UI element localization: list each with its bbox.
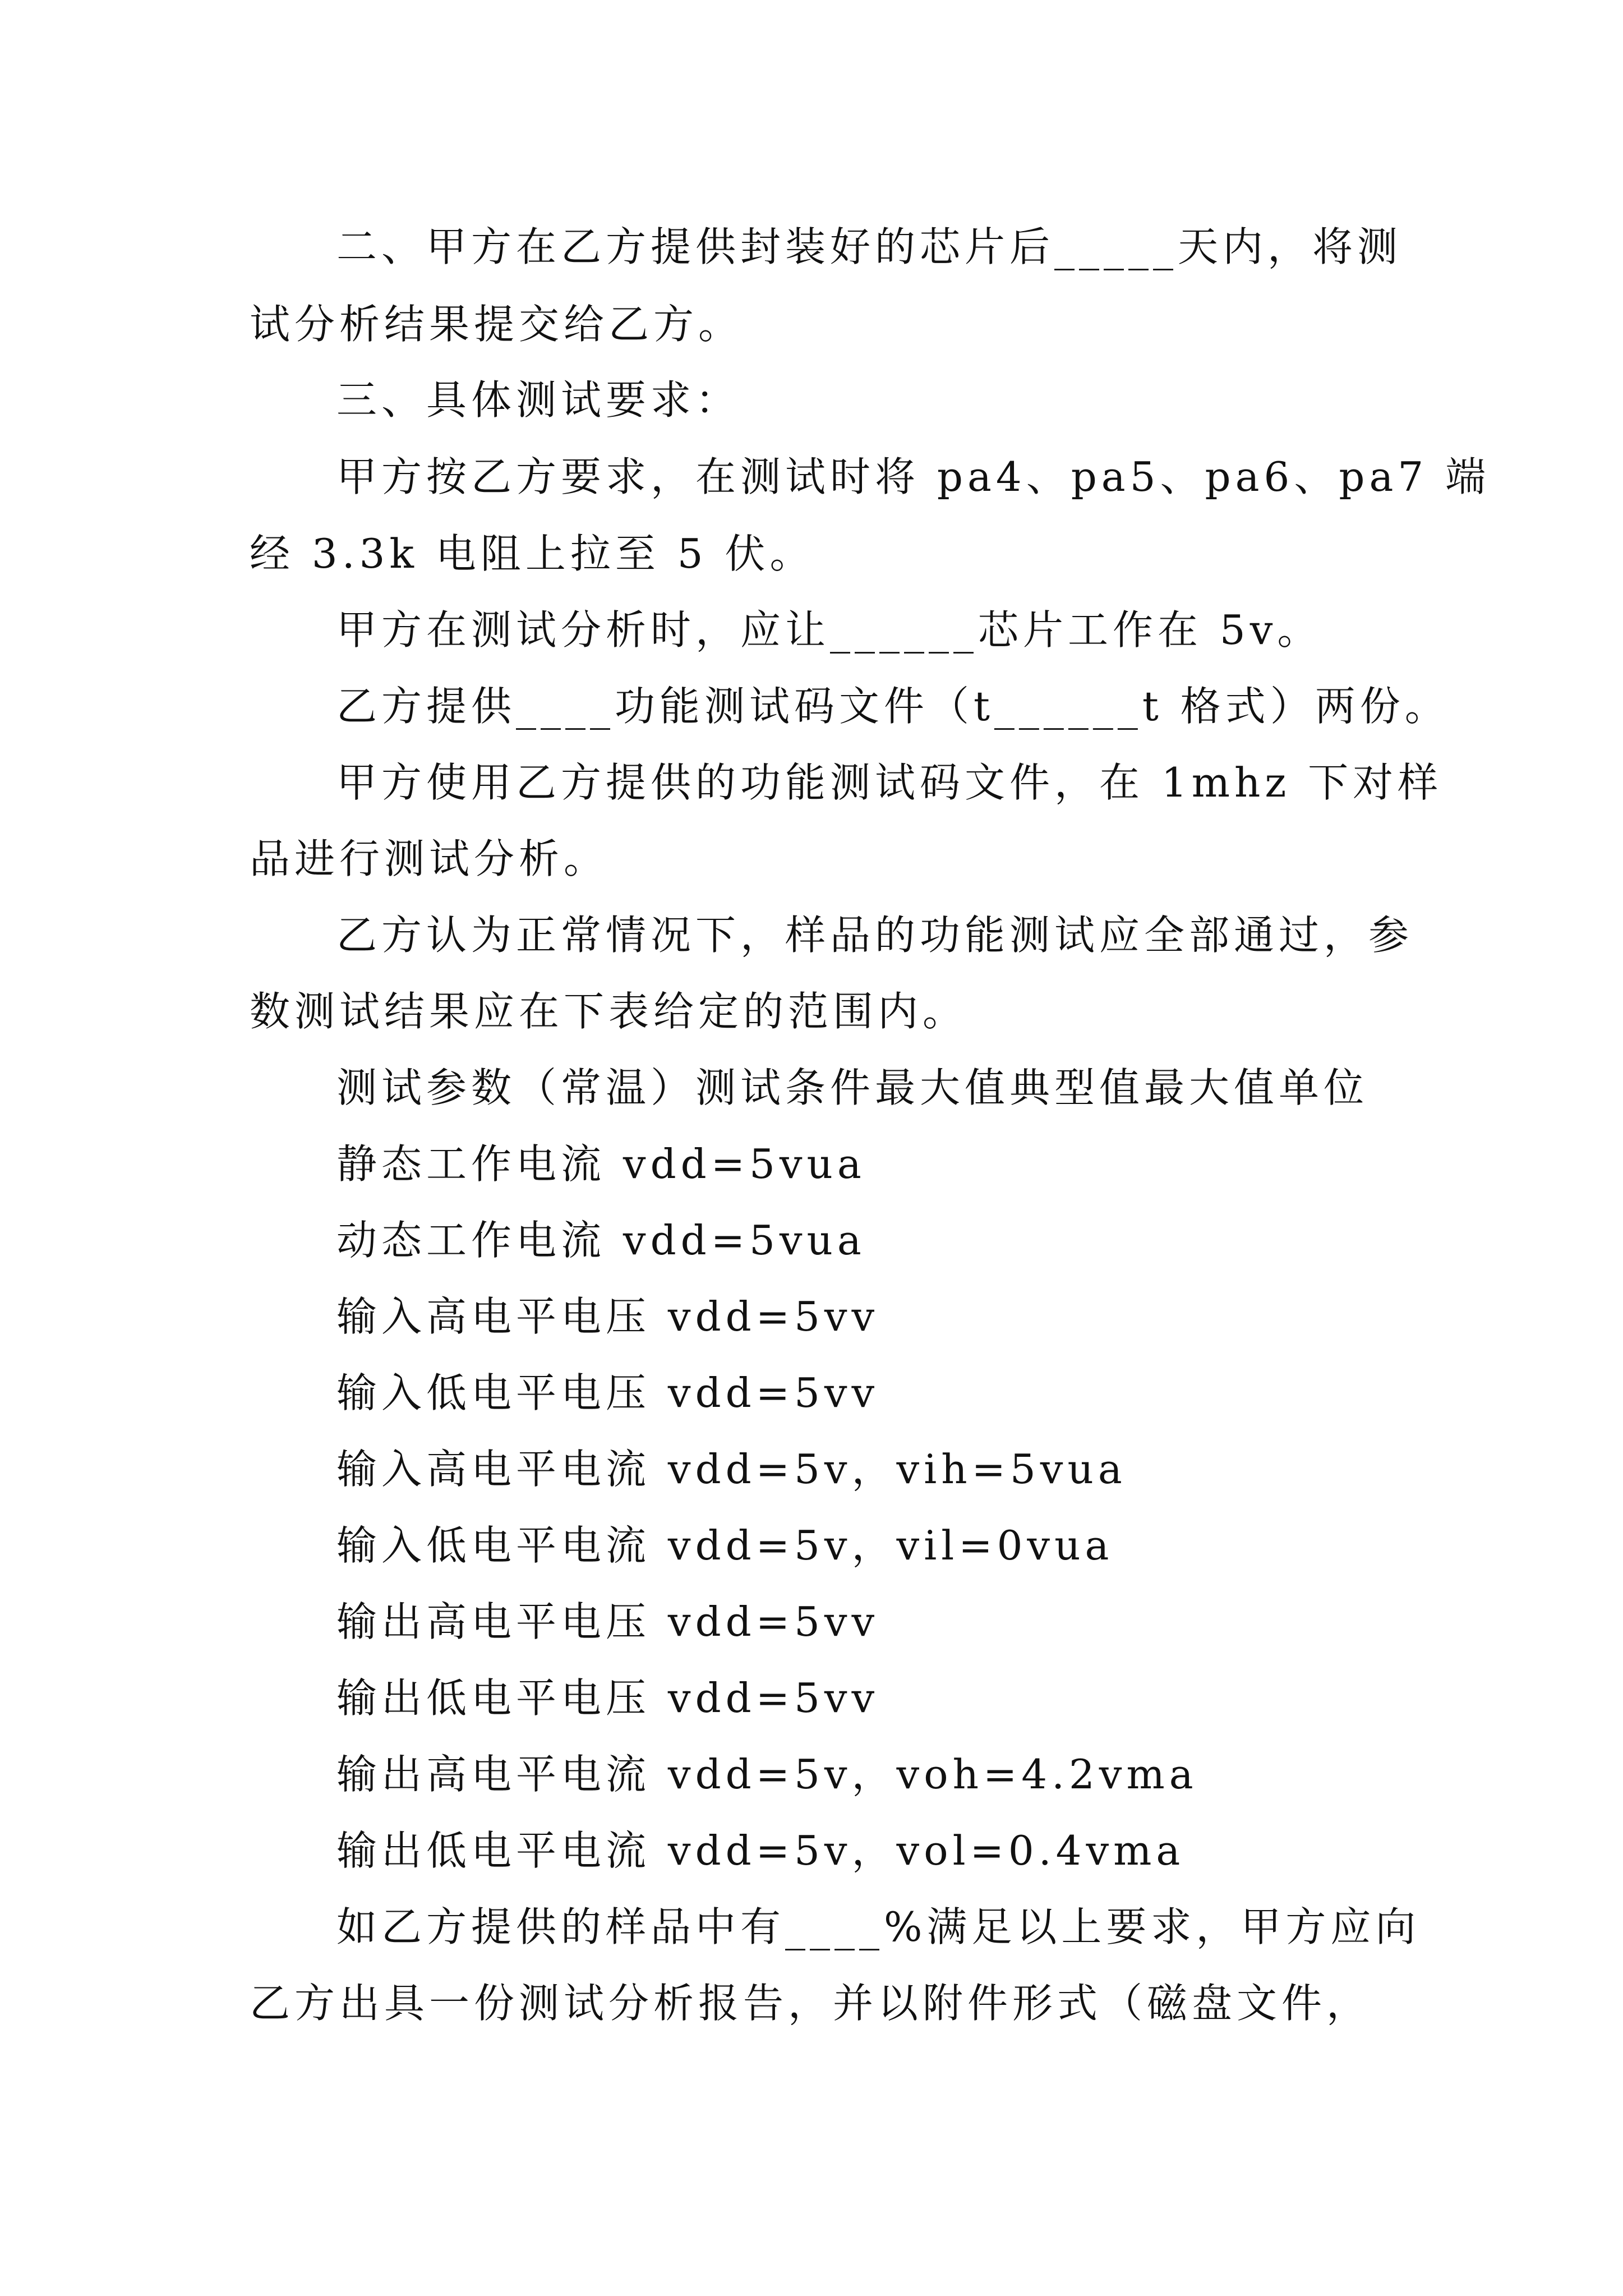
paragraph-line: 甲方使用乙方提供的功能测试码文件，在 1mhz 下对样 xyxy=(336,759,1443,806)
paragraph-line: 经 3.3k 电阻上拉至 5 伏。 xyxy=(250,530,815,577)
table-row-line: 输入低电平电流 vdd=5v，vil=0vua xyxy=(336,1522,1114,1569)
paragraph-line: 乙方认为正常情况下，样品的功能测试应全部通过，参 xyxy=(336,912,1414,959)
table-row-line: 输出高电平电压 vdd=5vv xyxy=(336,1598,879,1645)
paragraph-line: 乙方出具一份测试分析报告，并以附件形式（磁盘文件， xyxy=(250,1980,1372,2027)
paragraph-line: 二、甲方在乙方提供封装好的芯片后_____天内，将测 xyxy=(336,223,1403,270)
table-row-line: 输入高电平电流 vdd=5v，vih=5vua xyxy=(336,1446,1127,1493)
table-row-line: 输出高电平电流 vdd=5v，voh=4.2vma xyxy=(336,1751,1198,1798)
table-row-line: 动态工作电流 vdd=5vua xyxy=(336,1217,866,1264)
section-heading: 三、具体测试要求： xyxy=(336,376,741,424)
table-row-line: 输入低电平电压 vdd=5vv xyxy=(336,1369,879,1416)
table-row-line: 输出低电平电流 vdd=5v，vol=0.4vma xyxy=(336,1827,1185,1874)
table-header-line: 测试参数（常温）测试条件最大值典型值最大值单位 xyxy=(336,1064,1369,1111)
paragraph-line: 数测试结果应在下表给定的范围内。 xyxy=(250,988,968,1035)
table-row-line: 输出低电平电压 vdd=5vv xyxy=(336,1674,879,1722)
paragraph-line: 如乙方提供的样品中有____%满足以上要求，甲方应向 xyxy=(336,1903,1421,1950)
paragraph-line: 试分析结果提交给乙方。 xyxy=(250,301,744,348)
paragraph-line: 乙方提供____功能测试码文件（t______t 格式）两份。 xyxy=(336,683,1450,730)
paragraph-line: 甲方按乙方要求，在测试时将 pa4、pa5、pa6、pa7 端 xyxy=(336,453,1491,500)
table-row-line: 输入高电平电压 vdd=5vv xyxy=(336,1293,879,1340)
paragraph-line: 品进行测试分析。 xyxy=(250,835,609,882)
paragraph-line: 甲方在测试分析时，应让______芯片工作在 5v。 xyxy=(336,606,1322,654)
table-row-line: 静态工作电流 vdd=5vua xyxy=(336,1140,866,1188)
